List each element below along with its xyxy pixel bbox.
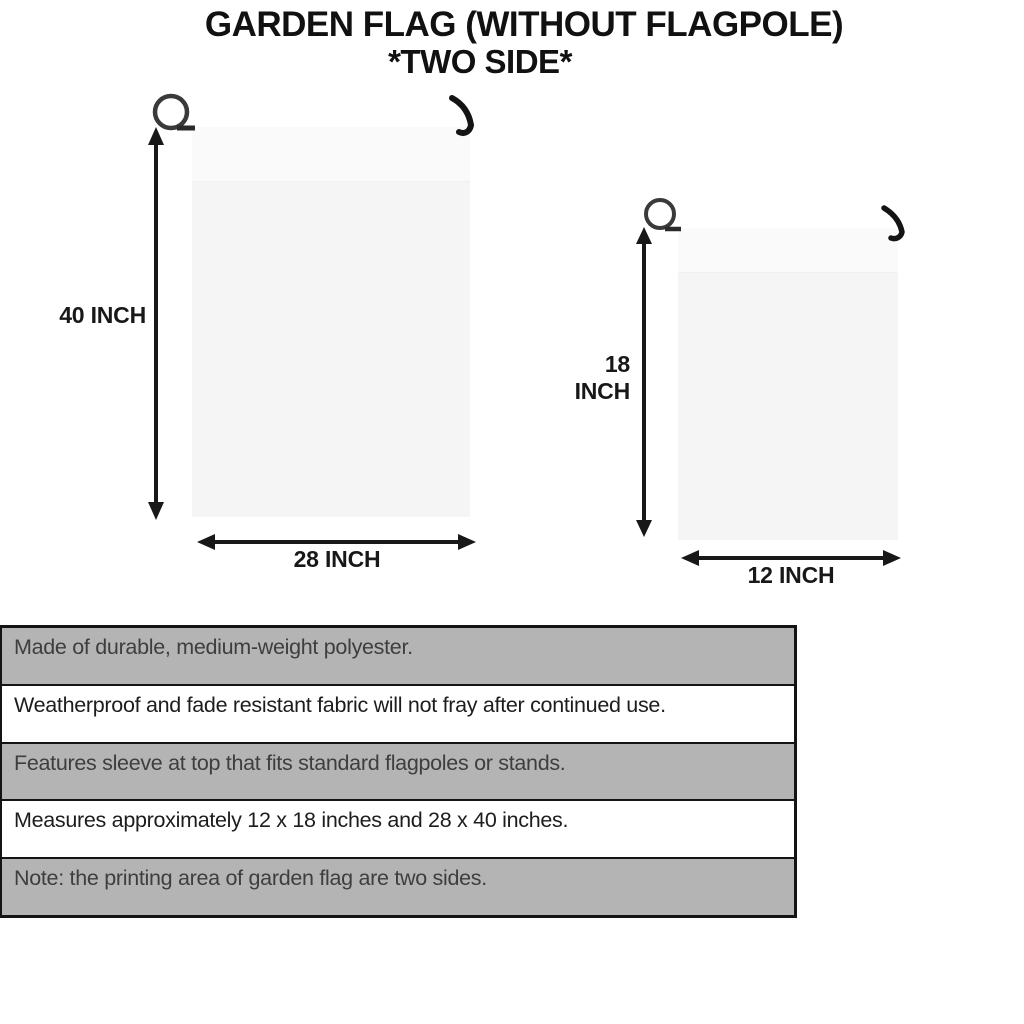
arrowhead-up-icon <box>636 227 652 244</box>
arrowhead-down-icon <box>148 502 164 520</box>
height-arrow-large <box>148 127 164 520</box>
page-title <box>0 5 1024 80</box>
pole-loop-icon <box>155 96 187 128</box>
arrowhead-up-icon <box>148 127 164 145</box>
height-label-small: 18 INCH <box>574 351 630 404</box>
width-label-small: 12 INCH <box>747 562 835 588</box>
feature-row <box>2 742 794 800</box>
feature-text: Features sleeve at top that fits standard flagpoles or stands. <box>14 750 566 775</box>
feature-text: Measures approximately 12 x 18 inches and 28 x 40 inches. <box>14 808 569 833</box>
height-label-large: 40 INCH <box>59 302 146 328</box>
height-arrow-small <box>636 227 652 537</box>
width-label-large: 28 INCH <box>293 546 381 572</box>
feature-text: Made of durable, medium-weight polyester. <box>14 635 413 659</box>
pole-loop-icon <box>646 200 674 228</box>
title-line-1: GARDEN FLAG (WITHOUT FLAGPOLE) <box>204 5 844 44</box>
feature-text: Note: the printing area of garden flag are two sides. <box>14 866 487 891</box>
title-line-2: *TWO SIDE* <box>388 43 572 81</box>
feature-row <box>2 799 794 857</box>
feature-row <box>2 857 794 915</box>
feature-row <box>2 628 794 684</box>
arrowhead-down-icon <box>636 520 652 537</box>
flag-large-sleeve <box>192 127 470 182</box>
feature-row <box>2 684 794 742</box>
flag-large <box>192 127 470 517</box>
flag-small-sleeve <box>678 228 898 273</box>
feature-text: Weatherproof and fade resistant fabric will not fray after continued use. <box>14 692 666 717</box>
flag-small <box>678 228 898 540</box>
features-table <box>0 625 797 918</box>
